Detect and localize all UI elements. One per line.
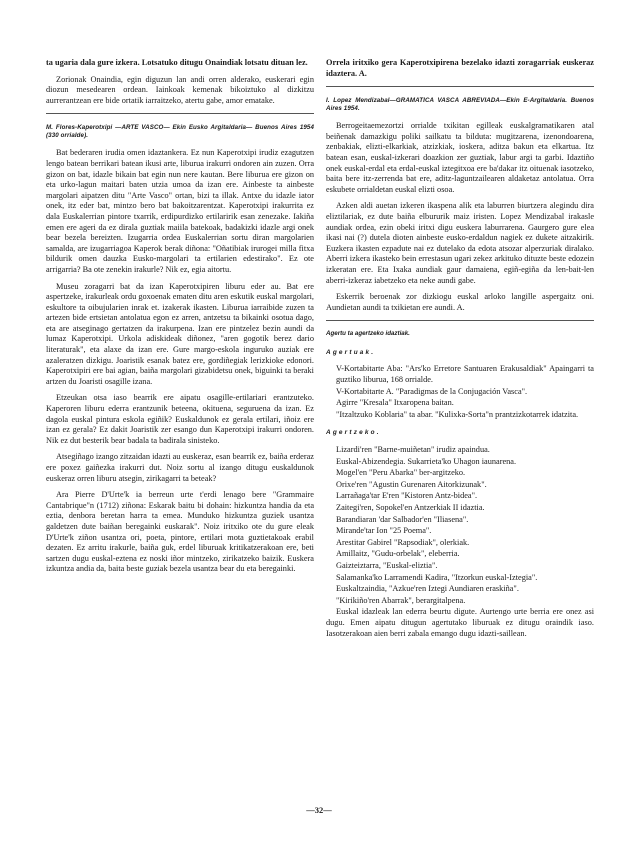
list-item: Barandiaran 'dar Salbador'en "Iliasena".: [336, 514, 469, 524]
list-item: Orixe'ren "Agustin Gurenaren Aitorkizunak".: [336, 479, 487, 489]
list-item: Agirre "Kresala" Itxaropena baitan.: [336, 398, 454, 408]
left-paragraph-2: Bat bederaren irudia omen idaztankera. Ez nun Kaperotxipi irudiz ezagutzen lengo batean berrikari batean ikusi arte, liburua irakurri ondoren ain zuzen. Orra gizon on bat, idazle bikain bat egin nun nere kautan. Bere liburua ere gizon on eta urko-lagun maitari baten utzia umoa da izan ere. Ainbeste ta ainbeste margolari aipatzen ditu "Arte Vasco" ortan, bizi ta illak. Antxe du idazle iator onek, itz eder bat, mintzo bero bat bakoitzarentzat. Kaperotxipi irakurrita ez dala Euskalerrian pintore txarrik, erdipurdizko ertilaririk esan zenezake. Iakiña emen ere ageri da ez dirala guztiak maiila batekoak, badakizki idazle argi onek bear bezela bereizten. Izugarria ordea Euskalerrian sortu diran margolarien samalda, are izugarriagoa Kaperok berak diñona: "Oñatibiak irurogei milla fitxa bildurik omen dauzka Eusko-margolari ta ertilarien edestirako". Ez ote arrigarria? Ba ote zenekin irakurle? Nik ez, egia aitortu.: [46, 148, 314, 274]
page-number: —32—: [306, 805, 332, 815]
right-paragraph-2: Azken aldi auetan izkeren ikaspena alik eta laburren biurtzera alegindu dira eliztilariak, ez dute baiña elbururik maiz iristen. Lopez Mendizabal irakasle aundiak ordea, ezin obeki iritxi digu euskera laburrarena. Gaurgero gure elea ikasi nai (?) dutela dioten ainbeste eusko-erdaldun nagiek ez dukete aitzakirik. Euzkera ikasten ezpadute nai ez dutelako da edota atsozar alperzuriak diralako. Aberri izkera ikasteko bein errestasun ugari zekez arkituko dituzte beste edozein izkeratan ere. Eta Ixaka aundiak gaur damaiena, egiñ-egiña da len-bait-len aberri-izkeraz iabetzeko eta neke aundi gabe.: [326, 201, 594, 285]
right-paragraph-4: Euskal idazleak lan ederra beurtu digute. Aurtengo urte berria ere onez asi dugu. Emen aipatu ditugun agertutako liburuak ez ditugu oraindik iaso. Iasotzerakoan aien berri zabala emango dugu idazti-saillean.: [326, 607, 594, 638]
left-column: [46, 58, 314, 581]
left-paragraph-6: Ara Pierre D'Urte'k ia berreun urte t'erdi lenago bere "Grammaire Cantabrique"n (1712) ziñona: Eskarak baitu bi dohain: hizkuntza handia da eta eztia, denbora beretan harra ta emea. Munduko hizkuntza guziek usantza galdetzen dute baiñan beregainki euskarak". Noiz iritxiko ote du gure eleak D'Urte'k ziñon usantza ori, poeta, pintore, ertilari mota guztietakoak erabil dezaten. Ez arritu irakurle, baiña guk, erdel liburuak kritikatzerakoan ere, beti sartzen dugu euskal-eztena ez noski iñor mintzeko, zirikatzeko baizik. Euskera izkuntza andia da, baita beste guziak bezela usantza bear du eta beregainki.: [46, 490, 314, 574]
right-paragraph-3: Eskerrik beroenak zor dizkiogu euskal arloko langille aspergaitz oni. Aundietan aundi ta txikietan ere aundi. A.: [326, 292, 594, 312]
left-paragraph-5: Atsegiñago izango zitzaidan idazti au euskeraz, esan bearrik ez, baiña erderaz ere poxez gaiñezka irakurri dut. Noiz sortu al izango ditugu euskaldunok euskeraz orren liburu atsegin, zirikagarri ta beteak?: [46, 452, 314, 483]
list-item: V-Kortabitarte Aba: "Ars'ko Erretore Santuaren Erakusaldiak" Apaingarri ta guztiko liburua, 168 orrialde.: [336, 364, 594, 385]
list-item: Mirande'tar Ion "25 Poema".: [336, 526, 432, 536]
list-item: Larrañaga'tar E'ren "Kistoren Antz-bidea".: [336, 491, 478, 501]
list-item: Zaitegi'ren, Sopokel'en Antzerkiak II idaztia.: [336, 503, 485, 512]
list-item: Arestitar Gabirel "Rapsodiak", olerkiak.: [336, 537, 470, 547]
list-item: Lizardi'ren "Barne-muiñetan" irudiz apaindua.: [336, 445, 490, 455]
list-item: "Kirikiño'ren Abarrak", berargitalpena.: [336, 595, 466, 605]
left-intro: ta ugaria dala gure izkera. Lotsatuko ditugu Onaindiak lotsatu dituan lez.: [46, 58, 308, 67]
list-item: Salamanka'ko Larramendi Kadira, "Itzorkun euskal-Iztegia".: [336, 572, 538, 582]
list-item: V-Kortabitarte A. "Paradigmas de la Conjugación Vasca".: [336, 386, 528, 396]
section-agertuak: Agertuak.: [326, 348, 376, 356]
list-item: Euskaltzaindia, "Azkue'ren Iztegi Aundiaren eraskiña".: [336, 584, 519, 594]
book-reference-arte-vasco: M. Flores-Kaperotxipi —ARTE VASCO— Ekin Eusko Argitaldaria— Buenos Aires 1954 (330 orrialde).: [46, 124, 314, 140]
list-item: Amillaitz, "Gudu-orbelak", eleberria.: [336, 549, 460, 559]
right-column: [326, 58, 594, 645]
left-paragraph-1: Zorionak Onaindia, egin diguzun lan andi orren alderako, euskerari egin diozun mesedearen ordean. Iainkoak kemenak bikoiztuko al dizkitzu aurrerantzean ere bide ortatik iarraitzeko, atertu gabe, amor ematake.: [46, 74, 314, 105]
right-paragraph-1: Berrogeitaemezortzi orrialde txikitan egilleak euskalgramatikaren atal beiñenak damazkigu poliki sailkatu ta bilduta: mugitzarena, izenondoarena, zenbakiak, elizti-elkarkiak, atzizkiak, ioskera, aditza bakun eta elkartua. Itz batean esan, euskal-izkerari doazkion zer guztiak, labur argi ta garbi. Idaztiño onek euskal-erdal eta erdal-euskal iztegitxoa ere ba'dakar itz oituenak iasotzeko, baita bere itz-zerrenda bat ere, aditz-laguntzailearen aldaketaz antolatua. Orra eskubete orrialdetan euskal elizti osoa.: [326, 121, 594, 194]
section-label: Agertu ta agertzeko idaztiak.: [326, 330, 410, 338]
list-item: Euskal-Abizendegia. Sukarrieta'ko Uhagon iaunarena.: [336, 456, 517, 466]
divider: [326, 86, 594, 87]
left-paragraph-3: Museu zoragarri bat da izan Kaperotxipiren liburu eder au. Bat ere aspertzeke, irakurleak ordu goxoenak ematen ditu aren eskutik euskal margolari, eskultore ta oibujularien inrak et. izakerak ikasten. Liburua iarraibide zuzen ta artezen bide ertsietan antolatua egon ez arren, antzetsu ta bikainki osotua dago, eta are atseginago gertatzen da irakurpena. Izan ere pintzelez bezin aundi da lumaz Kaperotxipi. Urkola adiskideak diñonez, "aren gogotik berez dario literaturak", eta alaxe da izan ere. Gure margo-eskola inguruko auziak ere azaleratzen dizkigu. Joaristik esanak batez ere, gordiñegiak lerizkioke edonori. Kaperotxipiri ere bai agian, baiña margolari gizabidetsu onek, biguinki ta beraki artzen du Joaristi osagille izana.: [46, 281, 314, 386]
divider: [326, 320, 594, 321]
list-item: Gaizteiztarra, "Euskal-eliztia".: [336, 560, 438, 570]
section-agertzeko: Agertzeko.: [326, 429, 381, 437]
left-paragraph-4: Etzeukan otsa iaso bearrik ere aipatu osagille-ertilariari erantzuteko. Kaperoren liburu ederra erantzunik beteena, okituena, seguruena da izan. Ez dagola euskal pintura eskola egiñik? Euskaldunok ez gerala ertilari, iñoiz ere izan ez gerala? Ez dakit Joaristik zer esango dun Kaperotxipi irakurri ondoren. Nik ez dut besterik bear badala ta badirala sinisteko.: [46, 393, 314, 445]
list-item: Mogel'en "Peru Abarka" ber-argitzeko.: [336, 468, 466, 478]
right-intro: Orrela iritxiko gera Kaperotxipirena bezelako idazti zoragarriak euskeraz idaztera. A.: [326, 58, 594, 78]
list-item: "Itzaltzuko Koblaria" ta abar. "Kulixka-Sorta"n prantzizkotarrek idatzita.: [336, 409, 579, 419]
book-reference-gramatica: I. Lopez Mendizabal—GRAMATICA VASCA ABREVIADA—Ekin E-Argitaldaria. Buenos Aires 1954.: [326, 97, 594, 113]
divider: [46, 113, 314, 114]
